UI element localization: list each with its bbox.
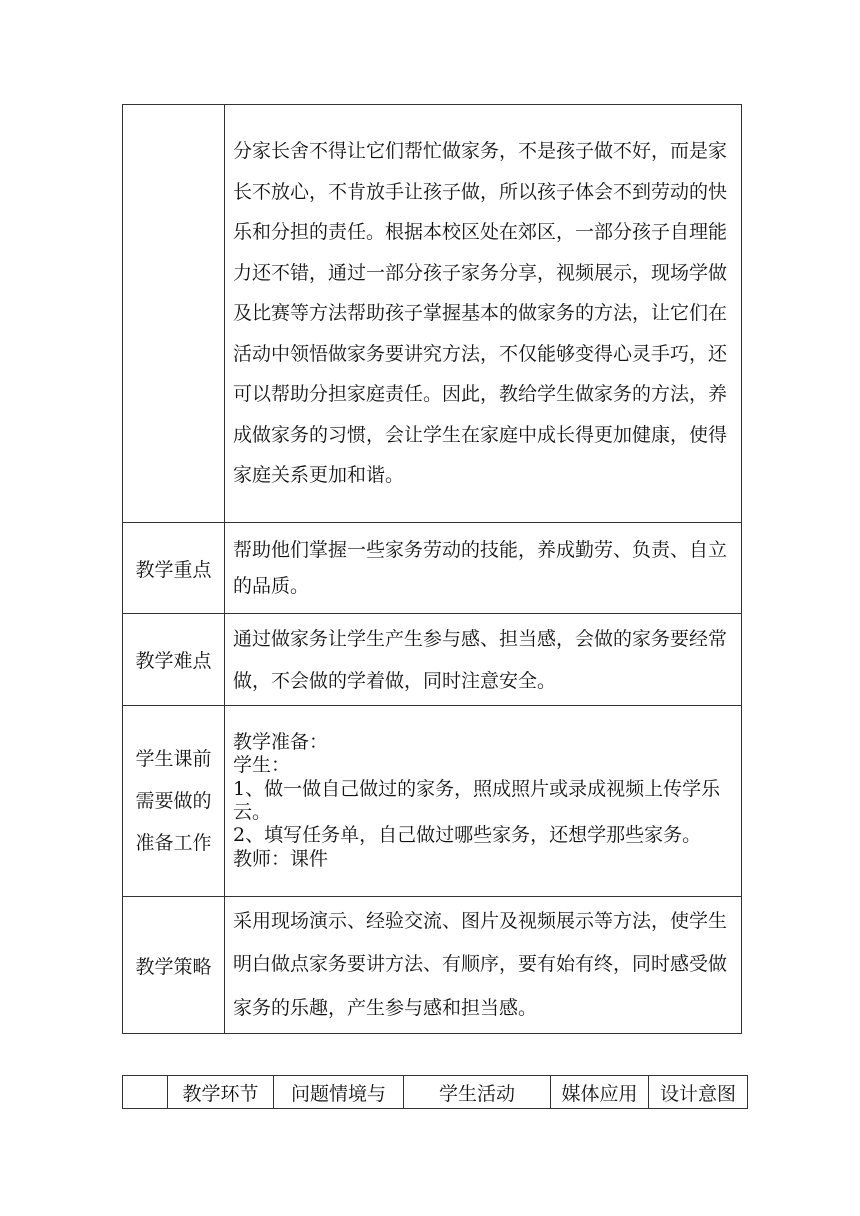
row-label [123, 105, 225, 523]
label-line: 学生课前 [135, 748, 212, 770]
header-cell: 媒体应用 [551, 1076, 649, 1109]
label-line: 需要做的 [135, 790, 212, 812]
row-label-key-point: 教学重点 [123, 523, 225, 614]
prep-line: 教师：课件 [233, 847, 329, 870]
key-point-text: 帮助他们掌握一些家务劳动的技能，养成勤劳、负责、自立的品质。 [225, 523, 742, 614]
difficult-point-text: 通过做家务让学生产生参与感、担当感，会做的家务要经常做，不会做的学着做，同时注意安全。 [225, 614, 742, 706]
strategy-text: 采用现场演示、经验交流、图片及视频展示等方法，使学生明白做点家务要讲方法、有顺序，要有始有终，同时感受做家务的乐趣，产生参与感和担当感。 [225, 897, 742, 1034]
header-cell [123, 1076, 168, 1109]
teaching-process-table [122, 1075, 748, 1109]
table-row [123, 523, 742, 614]
row-label-strategy: 教学策略 [123, 897, 225, 1034]
table-row [123, 614, 742, 706]
teaching-background-text: 分家长舍不得让它们帮忙做家务，不是孩子做不好，而是家长不放心，不肯放手让孩子做，所以孩子体会不到劳动的快乐和分担的责任。根据本校区处在郊区，一部分孩子自理能力还不错，通过一部分孩子家务分享，视频展示，现场学做及比赛等方法帮助孩子掌握基本的做家务的方法，让它们在活动中领悟做家务要讲究方法，不仅能够变得心灵手巧，还可以帮助分担家庭责任。因此，教给学生做家务的方法，养成做家务的习惯，会让学生在家庭中成长得更加健康，使得家庭关系更加和谐。 [225, 105, 742, 523]
header-cell: 学生活动 [404, 1076, 551, 1109]
label-line: 准备工作 [135, 832, 212, 854]
table-header-row [123, 1076, 748, 1109]
table-row [123, 897, 742, 1034]
prep-line: 学生： [233, 754, 291, 777]
header-cell: 设计意图 [649, 1076, 748, 1109]
row-label-difficult-point: 教学难点 [123, 614, 225, 706]
lesson-plan-table [122, 104, 742, 1034]
row-label-preparation [123, 706, 225, 897]
prep-line: 1、做一做自己做过的家务，照成照片或录成视频上传学乐云。 [233, 777, 721, 823]
table-row [123, 706, 742, 897]
prep-line: 教学准备： [233, 730, 329, 753]
header-cell: 教学环节 [168, 1076, 274, 1109]
header-cell: 问题情境与 [274, 1076, 404, 1109]
preparation-text [225, 706, 742, 897]
table-row [123, 105, 742, 523]
prep-line: 2、填写任务单，自己做过哪些家务，还想学那些家务。 [233, 824, 702, 847]
